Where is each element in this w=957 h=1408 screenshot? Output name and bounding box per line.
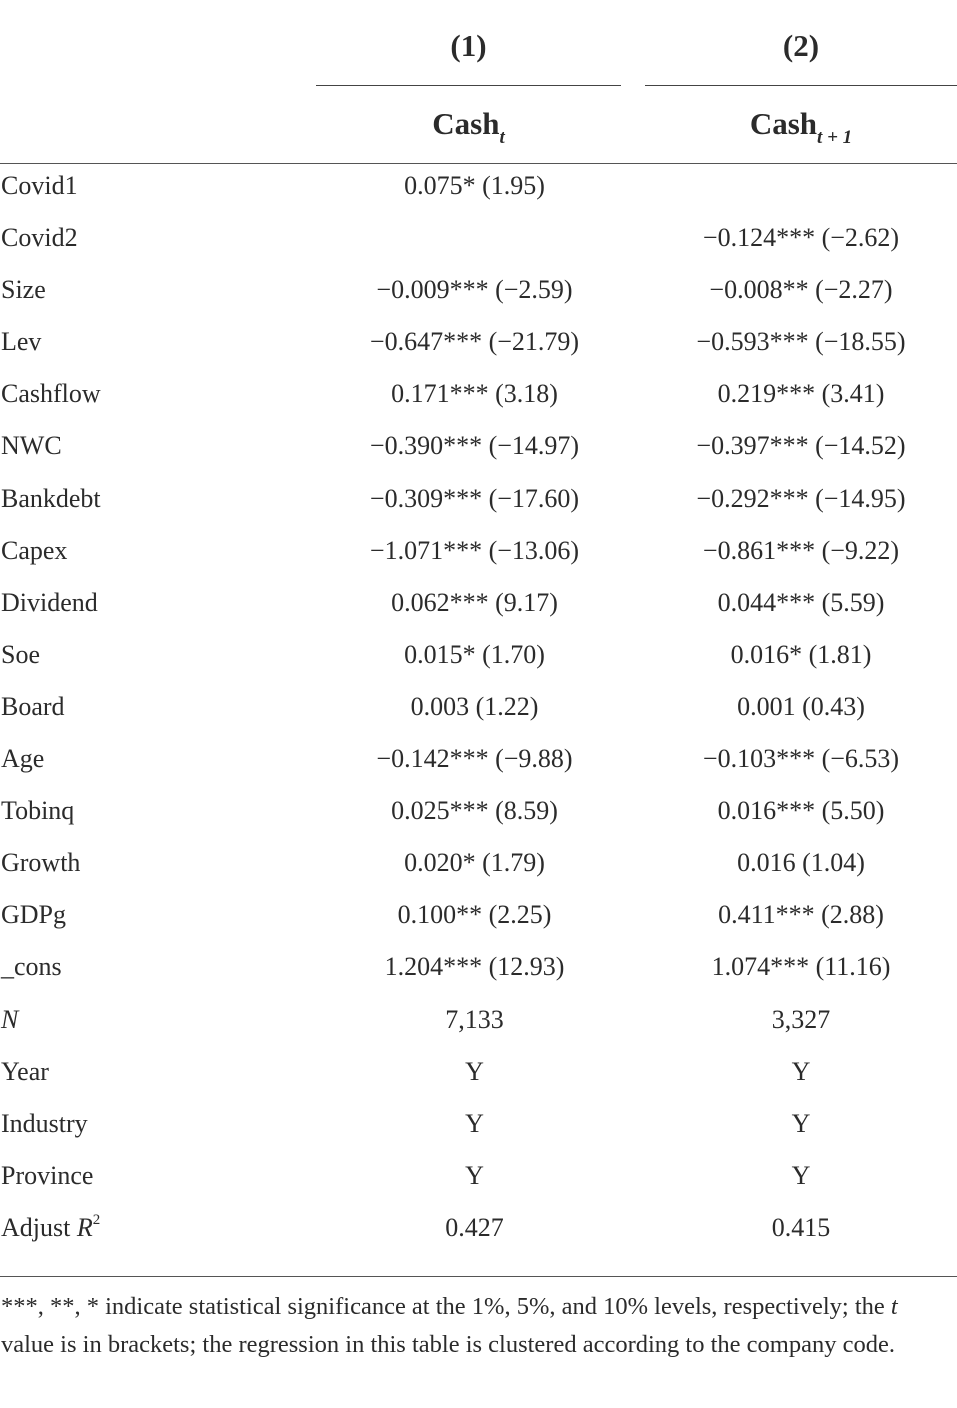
column-number-row xyxy=(0,26,957,66)
row-label: GDPg xyxy=(1,900,67,930)
row-label: Capex xyxy=(1,535,68,565)
col-1-value: 1.204*** (12.93) xyxy=(384,952,565,982)
row-label: Year xyxy=(1,1056,49,1086)
col-2-value: 0.001 (0.43) xyxy=(737,691,865,721)
table-row xyxy=(0,477,957,529)
col-1-value: 0.075* (1.95) xyxy=(404,171,545,200)
col-2-value: −0.593*** (−18.55) xyxy=(696,327,906,357)
table-row-adjust-r2 xyxy=(0,1206,957,1258)
row-label: Province xyxy=(1,1160,94,1190)
row-label: Covid1 xyxy=(1,171,78,200)
column-2-subscript: t + 1 xyxy=(817,127,853,148)
col-1-value: 0.171*** (3.18) xyxy=(391,379,558,409)
table-row xyxy=(0,998,957,1050)
col-1-value: Y xyxy=(465,1160,484,1190)
col-2-value: Y xyxy=(791,1108,811,1138)
col-1-value: 0.025*** (8.59) xyxy=(391,796,558,826)
table-row xyxy=(0,529,957,581)
col-1-value: 0.015* (1.70) xyxy=(404,639,545,669)
row-label: Dividend xyxy=(1,587,98,617)
column-2-rule xyxy=(645,85,957,86)
col-1-value: 0.100** (2.25) xyxy=(397,900,552,930)
table-row xyxy=(0,737,957,789)
column-1-subscript: t xyxy=(499,127,505,148)
table-row xyxy=(0,789,957,841)
col-2-value: −0.124*** (−2.62) xyxy=(702,223,900,253)
table-row xyxy=(0,424,957,476)
col-2-value: −0.103*** (−6.53) xyxy=(702,744,900,774)
table-row xyxy=(0,945,957,997)
col-1-value: −0.647*** (−21.79) xyxy=(369,327,580,357)
col-2-value: 0.016* (1.81) xyxy=(730,639,872,669)
dependent-variable-row xyxy=(0,102,957,146)
r-superscript: 2 xyxy=(92,1211,101,1228)
col-2-value: Y xyxy=(791,1056,811,1086)
col-2-value: 0.415 xyxy=(771,1212,831,1242)
table-row xyxy=(0,841,957,893)
table-row xyxy=(0,1154,957,1206)
row-label: Tobinq xyxy=(1,796,75,826)
regression-table-body xyxy=(0,164,957,1258)
adjust-prefix: Adjust xyxy=(1,1212,77,1242)
row-label: NWC xyxy=(1,431,62,461)
column-1-number: (1) xyxy=(450,28,487,63)
footnote-part-1: ***, **, * indicate statistical significance at the 1%, 5%, and 10% levels, respectively; the xyxy=(1,1293,891,1320)
col-1-value: Y xyxy=(465,1056,484,1086)
footnote-part-2: value is in brackets; the regression in this table is clustered according to the company code. xyxy=(1,1331,895,1358)
table-row xyxy=(0,372,957,424)
table-bottom-rule xyxy=(0,1276,957,1277)
row-label: Cashflow xyxy=(1,379,101,409)
row-label: Industry xyxy=(1,1108,88,1138)
col-1-value: 0.020* (1.79) xyxy=(404,848,545,878)
col-1-value: −0.009*** (−2.59) xyxy=(376,275,573,305)
col-1-value: −0.390*** (−14.97) xyxy=(369,431,580,461)
column-2-number: (2) xyxy=(782,28,820,63)
col-1-value: −0.309*** (−17.60) xyxy=(369,483,580,513)
col-1-value: −0.142*** (−9.88) xyxy=(376,744,573,774)
row-label: N xyxy=(1,1004,19,1034)
column-2-dependent-variable xyxy=(645,102,957,160)
column-2-var: Cash xyxy=(749,106,818,141)
col-2-value: −0.292*** (−14.95) xyxy=(696,483,906,513)
column-1-rule xyxy=(316,85,621,86)
col-1-value: Y xyxy=(465,1108,484,1138)
table-row xyxy=(0,685,957,737)
col-2-value: 0.219*** (3.41) xyxy=(717,379,885,409)
col-1-value: −1.071*** (−13.06) xyxy=(369,535,580,565)
column-1-var: Cash xyxy=(432,106,500,141)
table-row xyxy=(0,164,957,216)
col-2-value: 0.411*** (2.88) xyxy=(718,900,884,930)
col-2-value: 0.044*** (5.59) xyxy=(717,587,885,617)
col-2-value: 0.016*** (5.50) xyxy=(717,796,885,826)
col-2-value: 1.074*** (11.16) xyxy=(711,952,891,982)
row-label: Bankdebt xyxy=(1,483,101,513)
row-label: Growth xyxy=(1,848,81,878)
col-2-value: −0.008** (−2.27) xyxy=(709,275,893,305)
column-1-dependent-variable xyxy=(316,102,621,160)
col-2-value: −0.397*** (−14.52) xyxy=(696,431,906,461)
table-row xyxy=(0,1102,957,1154)
row-label: Size xyxy=(1,275,46,305)
col-1-value: 7,133 xyxy=(445,1004,504,1034)
row-label: _cons xyxy=(1,952,62,982)
table-row xyxy=(0,268,957,320)
table-row xyxy=(0,216,957,268)
table-row xyxy=(0,320,957,372)
row-label: Lev xyxy=(1,327,42,357)
table-row xyxy=(0,581,957,633)
table-row xyxy=(0,633,957,685)
row-label: Age xyxy=(1,744,45,774)
col-1-value: 0.062*** (9.17) xyxy=(391,587,558,617)
footnote-t-variable: t xyxy=(890,1293,898,1320)
r-variable: R xyxy=(76,1212,93,1242)
col-2-value: 0.016 (1.04) xyxy=(737,848,865,878)
row-label: Covid2 xyxy=(1,223,78,253)
table-row xyxy=(0,1050,957,1102)
table-row xyxy=(0,893,957,945)
row-label xyxy=(1,1213,100,1243)
col-1-value: 0.003 (1.22) xyxy=(410,691,539,721)
row-label: Soe xyxy=(1,639,40,669)
col-2-value: 3,327 xyxy=(771,1004,831,1034)
col-1-value: 0.427 xyxy=(445,1212,504,1242)
col-2-value: −0.861*** (−9.22) xyxy=(702,535,900,565)
col-2-value: Y xyxy=(791,1160,811,1190)
row-label: Board xyxy=(1,691,65,721)
table-footnote xyxy=(1,1288,953,1364)
